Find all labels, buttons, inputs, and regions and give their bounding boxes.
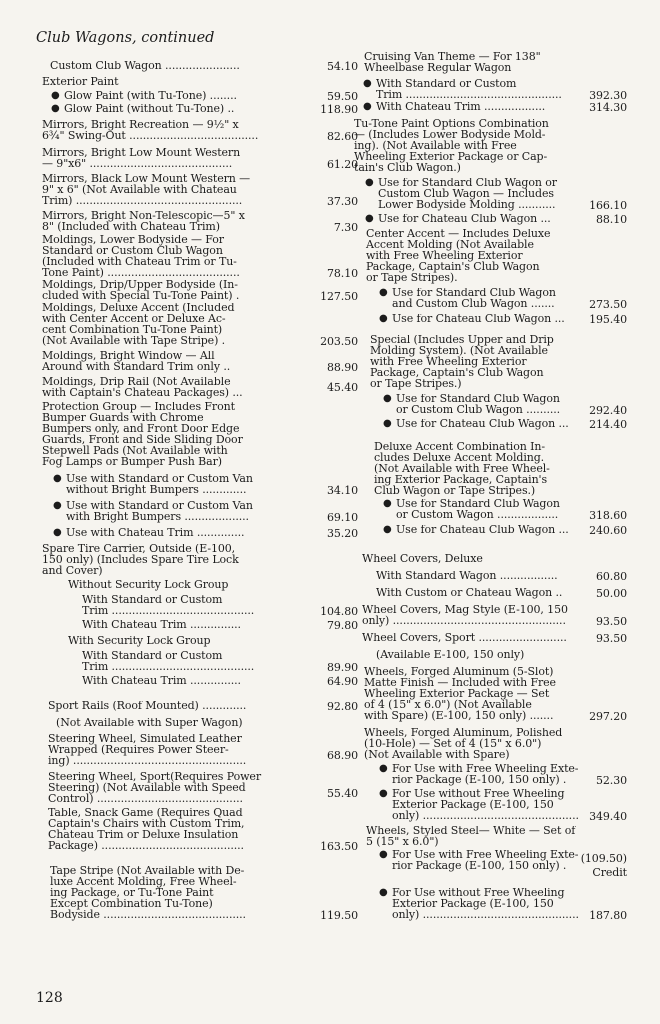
option-entry [36,402,358,468]
option-price: 68.90 [327,749,358,762]
option-text: Deluxe Accent Combination In- cludes Deluxe Accent Molding. (Not Available with Free Wheel- ing Exterior Package, Captain's Club Wagon or Tape Stripes.) [374,442,550,497]
option-price: 104.80 [320,605,358,617]
option-text: Moldings, Deluxe Accent (Included with Center Accent or Deluxe Ac- cent Combination Tu-Tone Paint) (Not Available with Tape Stripe) . [42,303,235,347]
option-entry [36,77,358,88]
page-title: Club Wagons, continued [36,30,215,46]
option-entry [352,214,627,225]
option-entry [352,335,627,390]
option-text: Wheel Covers, Mag Style (E-100, 150 only) ................................................... [362,605,568,627]
option-price: 54.10 [327,61,358,72]
option-text: ● Use with Chateau Trim .............. [66,528,296,539]
option-text: Mirrors, Bright Non-Telescopic—5" x 8" (Included with Chateau Trim) [42,211,245,233]
option-text: ● For Use without Free Wheeling Exterior Package (E-100, 150 only) .............................................. [392,789,579,822]
option-entry [352,789,627,822]
option-entry [36,91,358,102]
option-entry [36,474,358,496]
option-price: 119.50 [320,909,358,921]
option-text: Steering Wheel, Simulated Leather Wrapped (Requires Power Steer- ing) ................................................... [48,734,247,767]
option-price: 318.60 [589,509,627,521]
option-entry [352,633,627,644]
option-text: ● Use for Chateau Club Wagon ... [396,525,579,536]
option-entry [36,148,358,170]
option-price: 45.40 [327,381,358,394]
option-text: ● Use for Standard Club Wagon or Custom Club Wagon .......... [396,394,579,416]
left-column [36,52,358,921]
option-price: 50.00 [596,588,627,599]
option-text: Wheel Covers, Sport .......................... [362,633,567,644]
option-price: 297.20 [589,710,627,722]
option-price: 392.30 [589,89,627,101]
option-price: 79.80 [327,620,358,631]
option-entry [36,808,358,852]
option-text: Spare Tire Carrier, Outside (E-100, 150 only) (Includes Spare Tire Lock and Cover) [42,544,239,577]
option-price: 88.90 [327,361,358,373]
option-price: 273.50 [589,298,627,310]
option-entry [36,174,358,207]
option-text: Wheels, Forged Aluminum (5-Slot) Matte Finish — Included with Free Wheeling Exterior Package — Set of 4 (15" x 6.0") (Not Available with Spare) (E-100, 150 only) ....... [364,667,556,722]
option-price: 292.40 [589,404,627,416]
option-text: Wheels, Styled Steel— White — Set of 5 (15" x 6.0") [366,826,576,848]
option-entry [352,499,627,521]
option-entry [36,211,358,233]
option-entry [352,826,627,848]
option-price: 163.50 [320,840,358,852]
option-text: Wheels, Forged Aluminum, Polished (10-Hole) — Set of 4 (15" x 6.0") (Not Available with Spare) [364,728,563,761]
option-text: Moldings, Lower Bodyside — For Standard or Custom Club Wagon (Included with Chateau Trim or Tu- Tone Paint) ....................................... [42,235,240,279]
option-entry [36,580,358,591]
option-entry [352,229,627,284]
option-text: Steering Wheel, Sport(Requires Power Steering) (Not Available with Speed Control) ........................................... [48,772,261,805]
option-price: 61.20 [327,158,358,170]
option-price: 118.90 [320,104,358,115]
option-text: ● Use for Standard Club Wagon or Custom Club Wagon — Includes Lower Bodyside Molding ........... [378,178,579,211]
option-entry [352,728,627,761]
option-entry [352,419,627,430]
option-entry [36,61,358,72]
option-entry [36,303,358,347]
option-entry [352,650,627,661]
option-text: ● Use with Standard or Custom Van with Bright Bumpers ................... [66,501,296,523]
option-entry [352,288,627,310]
option-price: 93.50 [596,633,627,644]
option-entry [352,764,627,786]
option-entry [352,525,627,536]
option-entry [352,102,627,113]
option-text: Table, Snack Game (Requires Quad Captain's Chairs with Custom Trim, Chateau Trim or Deluxe Insulation Package) .......................................... [48,808,245,852]
option-text: ● Use with Standard or Custom Van without Bright Bumpers ............. [66,474,296,496]
option-text: With Standard or Custom Trim .......................................... [82,595,255,617]
option-price: 34.10 [327,484,358,496]
option-text: ● Use for Chateau Club Wagon ... [396,419,579,430]
option-price: 203.50 [320,335,358,347]
option-entry [352,119,627,174]
option-price: 60.80 [596,571,627,582]
option-text: ● Use for Standard Club Wagon and Custom Club Wagon ....... [392,288,579,310]
option-price: 7.30 [333,221,358,233]
option-price: 92.80 [327,701,358,712]
option-text: Protection Group — Includes Front Bumper Guards with Chrome Bumpers only, and Front Door Edge Guards, Front and Side Sliding Door Stepwell Pads (Not Available with Fog Lamps or Bumper Push Bar) [42,402,243,468]
option-entry [36,351,358,373]
option-text: With Chateau Trim ............... [82,620,241,631]
option-price: 166.10 [589,199,627,211]
option-entry [36,280,358,302]
option-price: 349.40 [589,810,627,822]
option-entry [352,394,627,416]
option-entry [36,620,358,631]
option-entry [36,772,358,805]
option-text: ● For Use with Free Wheeling Exte- rior Package (E-100, 150 only) . [392,850,579,872]
option-price: 52.30 [596,774,627,786]
option-entry [36,544,358,577]
option-price: 88.10 [596,214,627,225]
option-text: ● With Standard or Custom Trim .............................................. [376,79,579,101]
option-entry [352,888,627,921]
option-text: ● Glow Paint (with Tu-Tone) ........ [64,91,296,102]
option-price: 59.50 [327,91,358,102]
option-entry [36,528,358,539]
option-text: Cruising Van Theme — For 138" Wheelbase Regular Wagon [364,52,541,74]
option-text: Tu-Tone Paint Options Combination — (Includes Lower Bodyside Mold- ing). (Not Available with Free Wheeling Exterior Package or Cap- tain's Club Wagon.) [354,119,549,174]
option-text: ● With Chateau Trim .................. [376,102,579,113]
option-price: 55.40 [327,787,358,800]
option-text: Moldings, Bright Window — All Around with Standard Trim only .. [42,351,231,373]
option-text: (Not Available with Super Wagon) [56,718,243,729]
option-entry [352,554,627,565]
option-price: 89.90 [327,661,358,673]
option-entry [352,605,627,627]
option-price: 78.10 [327,267,358,279]
option-text: Without Security Lock Group [68,580,229,591]
option-text: Wheel Covers, Deluxe [362,554,483,565]
right-column [352,52,627,921]
option-text: Mirrors, Black Low Mount Western — 9" x 6" (Not Available with Chateau Trim) ................................................. [42,174,251,207]
option-entry [352,571,627,582]
option-entry [36,377,358,399]
option-entry [36,501,358,523]
option-entry [352,314,627,325]
credit-note: Credit [592,866,627,878]
option-text: (Available E-100, 150 only) [376,650,525,661]
option-text: With Chateau Trim ............... [82,676,241,687]
option-entry [352,588,627,599]
option-price: 187.80 [589,909,627,921]
option-entry [36,701,358,712]
option-text: ● Use for Chateau Club Wagon ... [392,314,579,325]
option-entry [36,718,358,729]
option-text: Tape Stripe (Not Available with De- luxe Accent Molding, Free Wheel- ing Package, or Tu-Tone Paint Except Combination Tu-Tone) Bodyside .......................................... [50,866,246,921]
option-text: With Standard Wagon ................. [376,571,558,582]
option-entry [352,850,627,878]
option-entry [36,595,358,617]
option-text: ● Glow Paint (without Tu-Tone) .. [64,104,296,115]
option-entry [352,79,627,101]
option-price: 195.40 [589,314,627,325]
option-price: 314.30 [589,102,627,113]
option-price: 82.60 [327,130,358,142]
option-text: Sport Rails (Roof Mounted) ............. [48,701,247,712]
option-entry [36,866,358,921]
option-entry [352,52,627,74]
option-price: 35.20 [327,528,358,539]
option-entry [36,651,358,673]
option-text: ● Use for Chateau Club Wagon ... [378,214,579,225]
option-entry [36,120,358,142]
option-entry [36,734,358,767]
option-text: Custom Club Wagon ...................... [50,61,240,72]
option-text: Mirrors, Bright Low Mount Western — 9"x6" .......................................... [42,148,241,170]
option-price: 240.60 [589,525,627,536]
option-text: Moldings, Drip/Upper Bodyside (In- cluded with Special Tu-Tone Paint) . [42,280,240,302]
option-entry [352,178,627,211]
option-text: ● For Use without Free Wheeling Exterior Package (E-100, 150 only) .............................................. [392,888,579,921]
page-number: 128 [36,990,63,1006]
option-entry [36,104,358,115]
option-text: Special (Includes Upper and Drip Molding System). (Not Available with Free Wheeling Exterior Package, Captain's Club Wagon or Tape Stripes.) [370,335,554,390]
option-price: 214.40 [589,419,627,430]
option-entry [352,442,627,497]
option-text: ● For Use with Free Wheeling Exte- rior Package (E-100, 150 only) . [392,764,579,786]
option-text: With Security Lock Group [68,636,211,647]
option-entry [36,636,358,647]
option-text: With Custom or Chateau Wagon .. [376,588,563,599]
option-price: 69.10 [327,511,358,523]
option-price: 64.90 [327,676,358,687]
option-entry [352,667,627,722]
option-text: ● Use for Standard Club Wagon or Custom Wagon .................. [396,499,579,521]
option-price: 127.50 [320,290,358,302]
option-text: Mirrors, Bright Recreation — 9½" x 6¾" Swing-Out ...................................... [42,120,259,142]
option-price: 93.50 [596,615,627,627]
option-text: Center Accent — Includes Deluxe Accent Molding (Not Available with Free Wheeling Exterior Package, Captain's Club Wagon or Tape Stripes). [366,229,551,284]
option-entry [36,676,358,687]
option-entry [36,235,358,279]
option-text: Exterior Paint [42,77,119,88]
option-price: 37.30 [327,195,358,207]
option-text: Moldings, Drip Rail (Not Available with Captain's Chateau Packages) ... [42,377,243,399]
option-price: (109.50) [580,852,627,865]
option-text: With Standard or Custom Trim .......................................... [82,651,255,673]
